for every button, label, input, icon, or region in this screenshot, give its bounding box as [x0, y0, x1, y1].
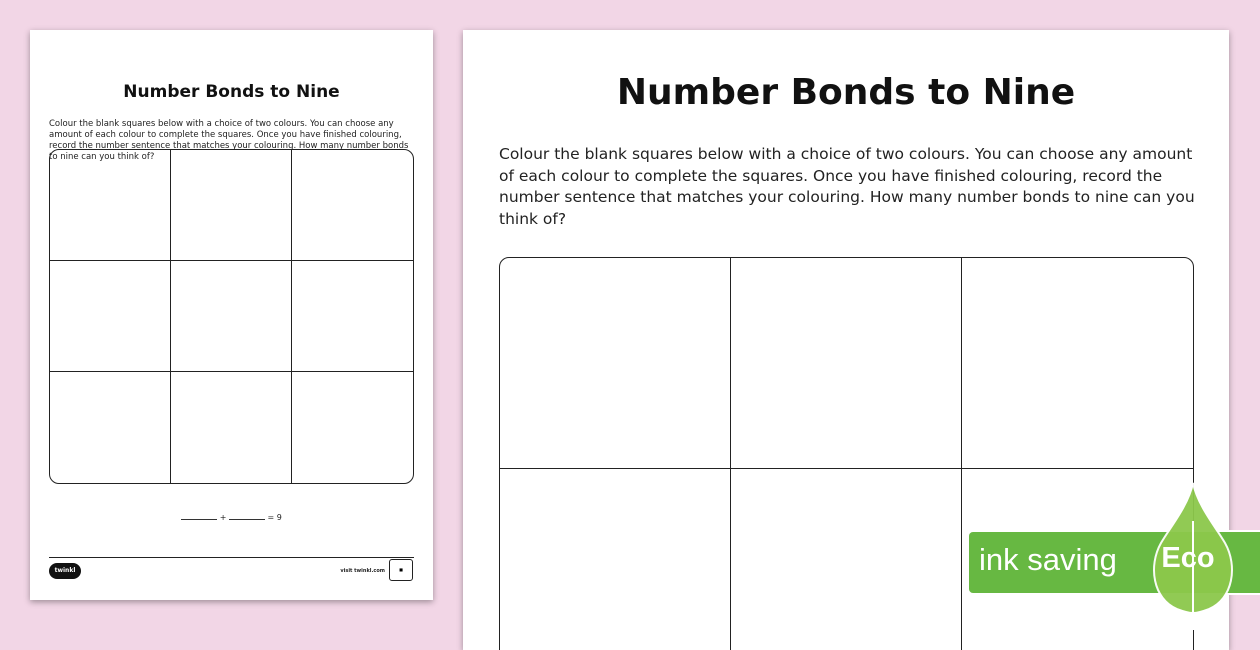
equals-nine: = 9 [267, 513, 282, 522]
twinkl-logo: twinkl [49, 563, 81, 579]
grid-square [50, 150, 171, 261]
ink-saving-label: ink saving [979, 542, 1117, 577]
page-title: Number Bonds to Nine [616, 72, 1076, 113]
page-title: Number Bonds to Nine [123, 82, 340, 102]
eco-label: Eco [1161, 542, 1215, 574]
grid-square [731, 469, 962, 650]
grid-square [50, 261, 171, 372]
grid-square [292, 261, 413, 372]
answer-blank [181, 512, 217, 520]
grid-square [731, 258, 962, 469]
colouring-grid [49, 149, 414, 484]
grid-square [171, 372, 292, 483]
number-sentence [30, 512, 433, 522]
footer-url: visit twinkl.com [340, 568, 385, 574]
answer-blank [229, 512, 265, 520]
grid-square [500, 469, 731, 650]
grid-square [171, 261, 292, 372]
grid-square [292, 150, 413, 261]
grid-square [50, 372, 171, 483]
grid-square [500, 258, 731, 469]
badge-icon: ■ [389, 559, 413, 581]
grid-square [292, 372, 413, 483]
grid-square [962, 258, 1193, 469]
footer-divider [49, 557, 414, 558]
worksheet-thumbnail[interactable] [30, 30, 433, 600]
instructions-text: Colour the blank squares below with a choice of two colours. You can choose any amount of each colour to complete the squares. Once you have finished colouring, record the number sentence that matches your colouring. How many number bonds to nine can you think of? [499, 145, 1195, 228]
grid-square [171, 150, 292, 261]
instructions-text: Colour the blank squares below with a choice of two colours. You can choose any amount of each colour to complete the squares. Once you have finished colouring, record the number sentence that matches your colouring. How many number bonds to nine can you think of? [49, 119, 409, 162]
plus-sign: + [219, 513, 227, 522]
